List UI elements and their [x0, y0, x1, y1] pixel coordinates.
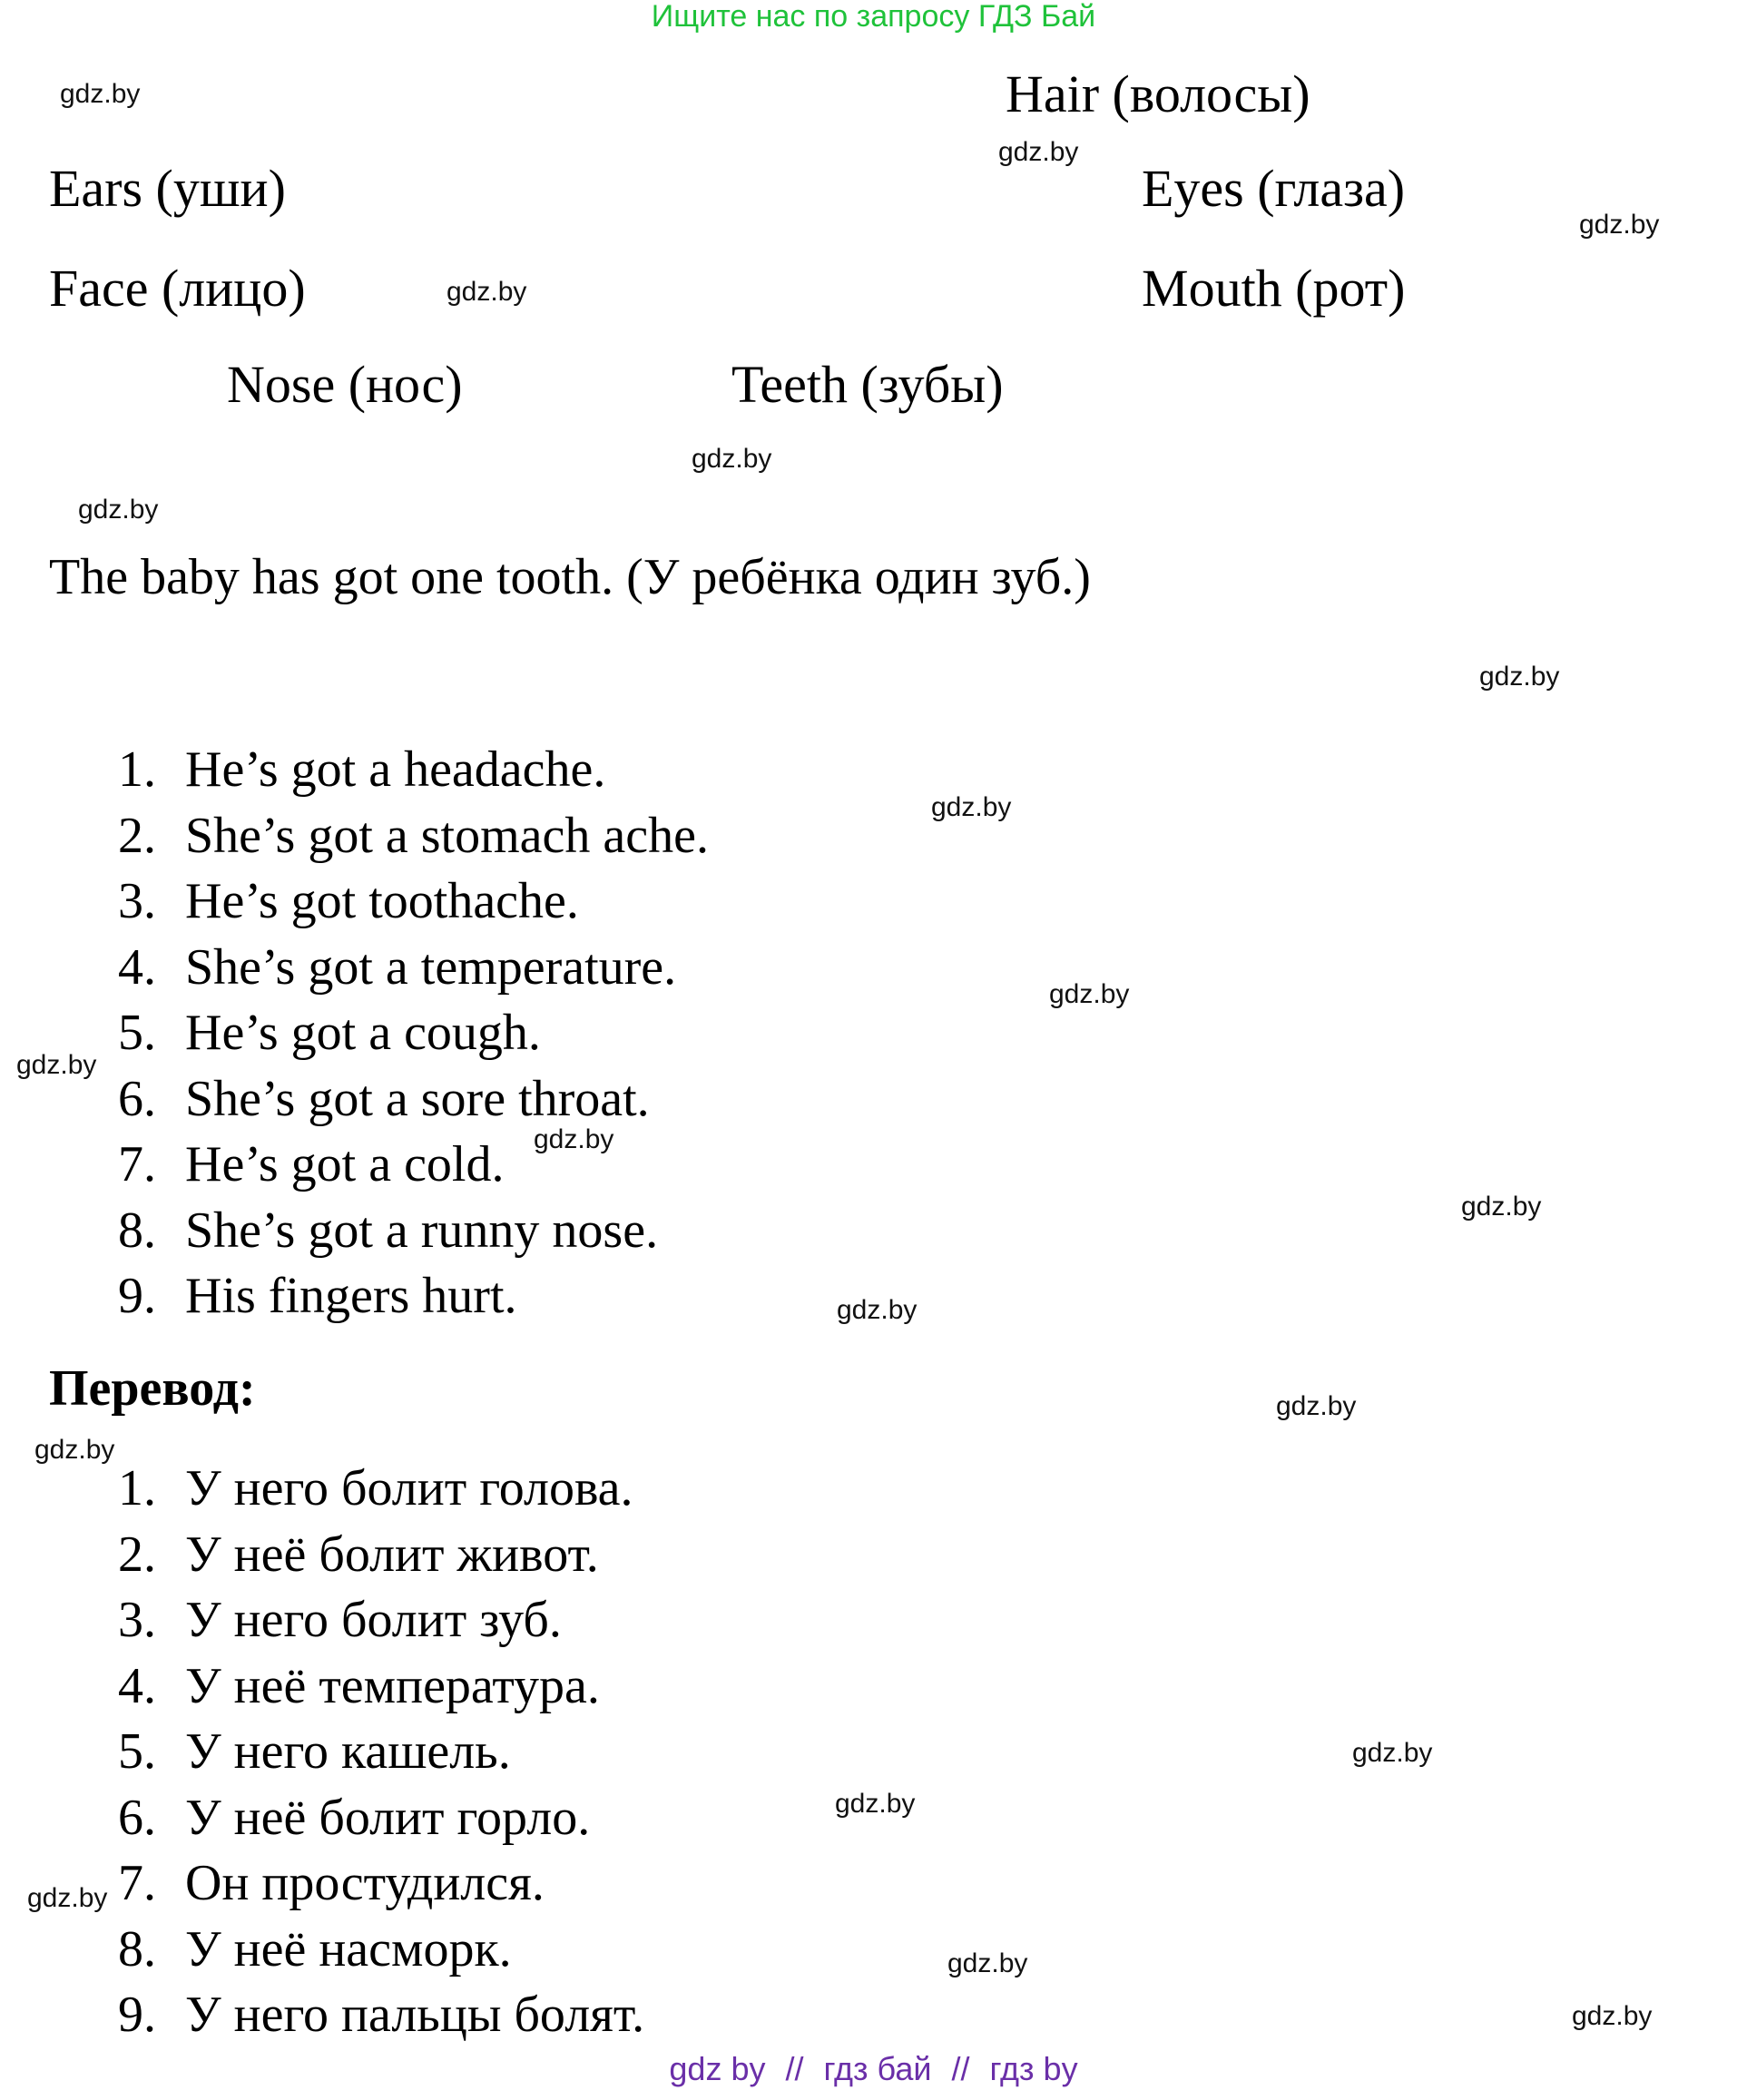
watermark: gdz.by: [27, 1883, 108, 1913]
watermark: gdz.by: [1572, 2001, 1653, 2031]
watermark: gdz.by: [78, 495, 159, 525]
item-number: 2.: [118, 1526, 156, 1583]
watermark: gdz.by: [447, 277, 527, 307]
word-hair: Hair (волосы): [1006, 64, 1310, 123]
item-number: 1.: [118, 1460, 156, 1516]
list-item: [118, 737, 935, 803]
item-number: 8.: [118, 1202, 156, 1259]
item-text: Он простудился.: [185, 1855, 545, 1911]
watermark: gdz.by: [835, 1789, 916, 1819]
word-ears: Ears (уши): [49, 159, 286, 218]
watermark: gdz.by: [692, 444, 772, 474]
watermark: gdz.by: [1461, 1192, 1542, 1222]
footer-separator: //: [785, 2050, 804, 2087]
watermark: gdz.by: [1049, 979, 1130, 1009]
list-item: [118, 1066, 935, 1133]
watermark: gdz.by: [1579, 210, 1660, 240]
list-item: [118, 868, 935, 935]
item-text: She’s got a runny nose.: [185, 1202, 659, 1259]
list-item: [118, 1982, 935, 2048]
item-number: 4.: [118, 1657, 156, 1714]
item-text: She’s got a sore throat.: [185, 1070, 650, 1127]
list-item: [118, 1719, 935, 1785]
footer-link-gdz-by-cyr[interactable]: гдз by: [989, 2050, 1078, 2087]
item-number: 6.: [118, 1070, 156, 1127]
list-item: [118, 1850, 935, 1917]
list-item: [118, 1917, 935, 1983]
item-number: 1.: [118, 741, 156, 798]
list-item: [118, 1263, 935, 1330]
watermark: gdz.by: [16, 1050, 97, 1080]
footer-link-gdz-bai[interactable]: гдз бай: [823, 2050, 932, 2087]
list-item: [118, 803, 935, 869]
item-text: He’s got a headache.: [185, 741, 606, 798]
item-text: У него болит зуб.: [185, 1592, 562, 1648]
item-text: У него кашель.: [185, 1723, 511, 1780]
watermark: gdz.by: [947, 1948, 1028, 1978]
item-text: У неё насморк.: [185, 1920, 512, 1977]
item-number: 8.: [118, 1920, 156, 1977]
translation-heading: Перевод:: [49, 1360, 256, 1417]
watermark: gdz.by: [60, 79, 141, 109]
item-text: He’s got a cold.: [185, 1136, 505, 1192]
item-number: 6.: [118, 1789, 156, 1846]
example-sentence: The baby has got one tooth. (У ребёнка один зуб.): [49, 549, 1091, 605]
item-number: 2.: [118, 807, 156, 864]
list-item: [118, 935, 935, 1001]
footer-separator: //: [951, 2050, 970, 2087]
item-number: 9.: [118, 1987, 156, 2043]
item-number: 9.: [118, 1268, 156, 1324]
word-nose: Nose (нос): [227, 355, 463, 414]
list-item: [118, 1785, 935, 1851]
item-text: He’s got a cough.: [185, 1005, 541, 1061]
item-text: У неё болит живот.: [185, 1526, 599, 1583]
item-number: 4.: [118, 938, 156, 996]
item-text: У неё температура.: [185, 1657, 600, 1714]
item-text: She’s got a stomach ache.: [185, 807, 709, 864]
item-text: У неё болит горло.: [185, 1789, 591, 1846]
promo-banner: Ищите нас по запросу ГДЗ Бай: [651, 0, 1096, 34]
item-number: 5.: [118, 1005, 156, 1061]
list-item: [118, 1000, 935, 1066]
item-number: 3.: [118, 873, 156, 929]
watermark: gdz.by: [1276, 1391, 1357, 1421]
watermark: gdz.by: [34, 1435, 115, 1465]
watermark: gdz.by: [1479, 662, 1560, 692]
item-number: 5.: [118, 1723, 156, 1780]
word-teeth: Teeth (зубы): [731, 355, 1004, 414]
english-sentence-list: [118, 737, 935, 1330]
item-text: У него пальцы болят.: [185, 1987, 645, 2043]
list-item: [118, 1198, 935, 1264]
list-item: [118, 1132, 935, 1198]
word-eyes: Eyes (глаза): [1142, 159, 1406, 218]
watermark: gdz.by: [931, 792, 1012, 822]
item-text: She’s got a temperature.: [185, 938, 677, 996]
russian-translation-list: [118, 1456, 935, 2048]
word-mouth: Mouth (рот): [1142, 259, 1406, 318]
list-item: [118, 1456, 935, 1522]
item-number: 3.: [118, 1592, 156, 1648]
item-text: У него болит голова.: [185, 1460, 633, 1516]
item-number: 7.: [118, 1855, 156, 1911]
word-face: Face (лицо): [49, 259, 306, 318]
footer-link-gdz-by[interactable]: gdz by: [669, 2050, 766, 2087]
item-text: His fingers hurt.: [185, 1268, 517, 1324]
footer-links: [0, 2051, 1747, 2087]
list-item: [118, 1654, 935, 1720]
watermark: gdz.by: [534, 1124, 614, 1154]
item-text: He’s got toothache.: [185, 873, 579, 929]
item-number: 7.: [118, 1136, 156, 1192]
watermark: gdz.by: [837, 1295, 918, 1325]
watermark: gdz.by: [1352, 1738, 1433, 1768]
list-item: [118, 1522, 935, 1588]
watermark: gdz.by: [998, 137, 1079, 167]
list-item: [118, 1587, 935, 1654]
